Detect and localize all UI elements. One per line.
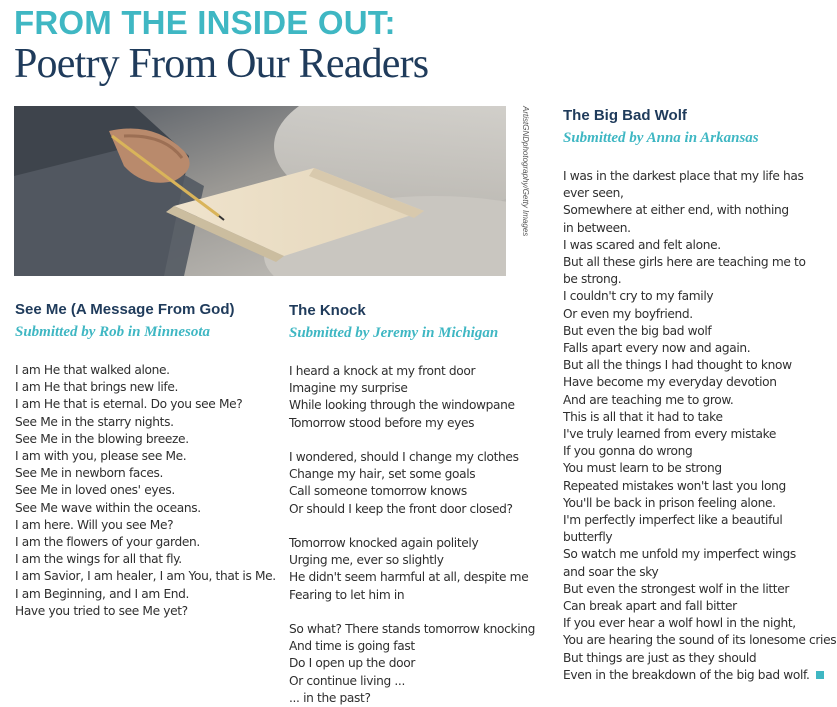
poem-line: I am with you, please see Me. — [15, 449, 187, 464]
poem-line: in between. — [563, 220, 631, 235]
poem-line: If you ever hear a wolf howl in the night, — [563, 616, 796, 631]
poem-line: I am Savior, I am healer, I am You, that is Me. — [15, 569, 276, 584]
poem-line: Change my hair, set some goals — [289, 467, 476, 482]
poem-body — [15, 362, 276, 620]
poem-line: I was in the darkest place that my life has — [563, 169, 804, 183]
poem-line: But things are just as they should — [563, 650, 757, 665]
poem-line: Tomorrow knocked again politely — [289, 536, 479, 550]
poem-line: I am Beginning, and I am End. — [15, 586, 190, 601]
poem-line: I am here. Will you see Me? — [15, 517, 174, 532]
poem-line: Can break apart and fall bitter — [563, 599, 737, 614]
stanza-gap — [289, 432, 535, 449]
poem-big-bad-wolf — [563, 107, 836, 684]
poem-line: But even the strongest wolf in the litter — [563, 581, 790, 596]
poem-byline: Submitted by Anna in Arkansas — [563, 130, 759, 146]
poem-line: be strong. — [563, 272, 622, 287]
poem-line: Tomorrow stood before my eyes — [289, 415, 475, 430]
poem-see-me — [15, 301, 276, 620]
photo-credit: ArtistGNDphotography/Getty Images — [521, 106, 530, 237]
poem-line: I heard a knock at my front door — [289, 364, 476, 378]
poem-line: But even the big bad wolf — [563, 323, 712, 338]
poem-line: I've truly learned from every mistake — [563, 427, 777, 442]
poem-line: See Me in loved ones' eyes. — [15, 483, 175, 498]
poem-line: ever seen, — [563, 186, 624, 201]
poem-byline: Submitted by Jeremy in Michigan — [289, 325, 499, 341]
poem-line: I wondered, should I change my clothes — [289, 450, 519, 464]
poem-line: Or even my boyfriend. — [563, 306, 693, 321]
poem-line: I am He that brings new life. — [15, 380, 179, 395]
poem-line: Have become my everyday devotion — [563, 375, 777, 390]
poem-line: He didn't seem harmful at all, despite me — [289, 570, 529, 585]
poem-line: So what? There stands tomorrow knocking — [289, 622, 536, 636]
poem-line: See Me in the starry nights. — [15, 414, 174, 429]
poem-line: I couldn't cry to my family — [563, 289, 714, 304]
poem-line: Fearing to let him in — [289, 587, 405, 602]
poem-line: I am He that walked alone. — [15, 363, 170, 377]
poem-line: Call someone tomorrow knows — [289, 484, 467, 499]
poem-body — [289, 363, 535, 707]
poem-line-text: Even in the breakdown of the big bad wolf. — [563, 667, 810, 682]
poem-line: Somewhere at either end, with nothing — [563, 203, 789, 218]
poem-line: Falls apart every now and again. — [563, 341, 751, 356]
poem-body — [563, 168, 836, 684]
poem-line: While looking through the windowpane — [289, 398, 515, 413]
poem-line: So watch me unfold my imperfect wings — [563, 547, 796, 562]
page-title: Poetry From Our Readers — [14, 41, 429, 87]
poem-line: See Me in newborn faces. — [15, 466, 164, 481]
poem-line: If you gonna do wrong — [563, 444, 693, 459]
poem-line: This is all that it had to take — [563, 409, 723, 424]
stanza-gap — [289, 518, 535, 535]
end-of-article-icon — [816, 671, 824, 679]
poem-line: But all these girls here are teaching me to — [563, 255, 806, 270]
poem-byline: Submitted by Rob in Minnesota — [15, 324, 211, 340]
poem-line: Or continue living ... — [289, 673, 405, 688]
poem-line: I am the flowers of your garden. — [15, 535, 200, 550]
writing-photo — [14, 106, 506, 276]
poem-line: Have you tried to see Me yet? — [15, 603, 188, 618]
poem-line: I am the wings for all that fly. — [15, 552, 182, 567]
poem-line: I was scared and felt alone. — [563, 237, 721, 252]
poem-line: Imagine my surprise — [289, 381, 408, 396]
poem-line: And time is going fast — [289, 639, 415, 654]
poem-line: I am He that is eternal. Do you see Me? — [15, 397, 243, 412]
poem-line: butterfly — [563, 530, 613, 545]
poem-line: And are teaching me to grow. — [563, 392, 734, 407]
poem-line: But all the things I had thought to know — [563, 358, 792, 373]
poem-title: The Big Bad Wolf — [563, 107, 687, 124]
section-kicker: FROM THE INSIDE OUT: — [14, 4, 396, 41]
poem-line: I'm perfectly imperfect like a beautiful — [563, 513, 783, 528]
poem-line: ... in the past? — [289, 690, 371, 705]
poem-line: and soar the sky — [563, 564, 659, 579]
poem-line: You'll be back in prison feeling alone. — [563, 495, 776, 510]
poem-line: Do I open up the door — [289, 656, 415, 671]
poem-line: Urging me, ever so slightly — [289, 553, 444, 568]
poem-line: See Me in the blowing breeze. — [15, 431, 189, 446]
poem-title: The Knock — [289, 302, 366, 319]
poem-line: See Me wave within the oceans. — [15, 500, 201, 515]
poem-line — [563, 667, 836, 684]
stanza-gap — [289, 604, 535, 621]
poem-title: See Me (A Message From God) — [15, 301, 235, 318]
poem-line: Or should I keep the front door closed? — [289, 501, 513, 516]
poem-the-knock — [289, 302, 535, 707]
poem-line: You must learn to be strong — [563, 461, 722, 476]
poem-line: Repeated mistakes won't last you long — [563, 478, 786, 493]
poem-line: You are hearing the sound of its lonesome cries — [563, 633, 837, 648]
